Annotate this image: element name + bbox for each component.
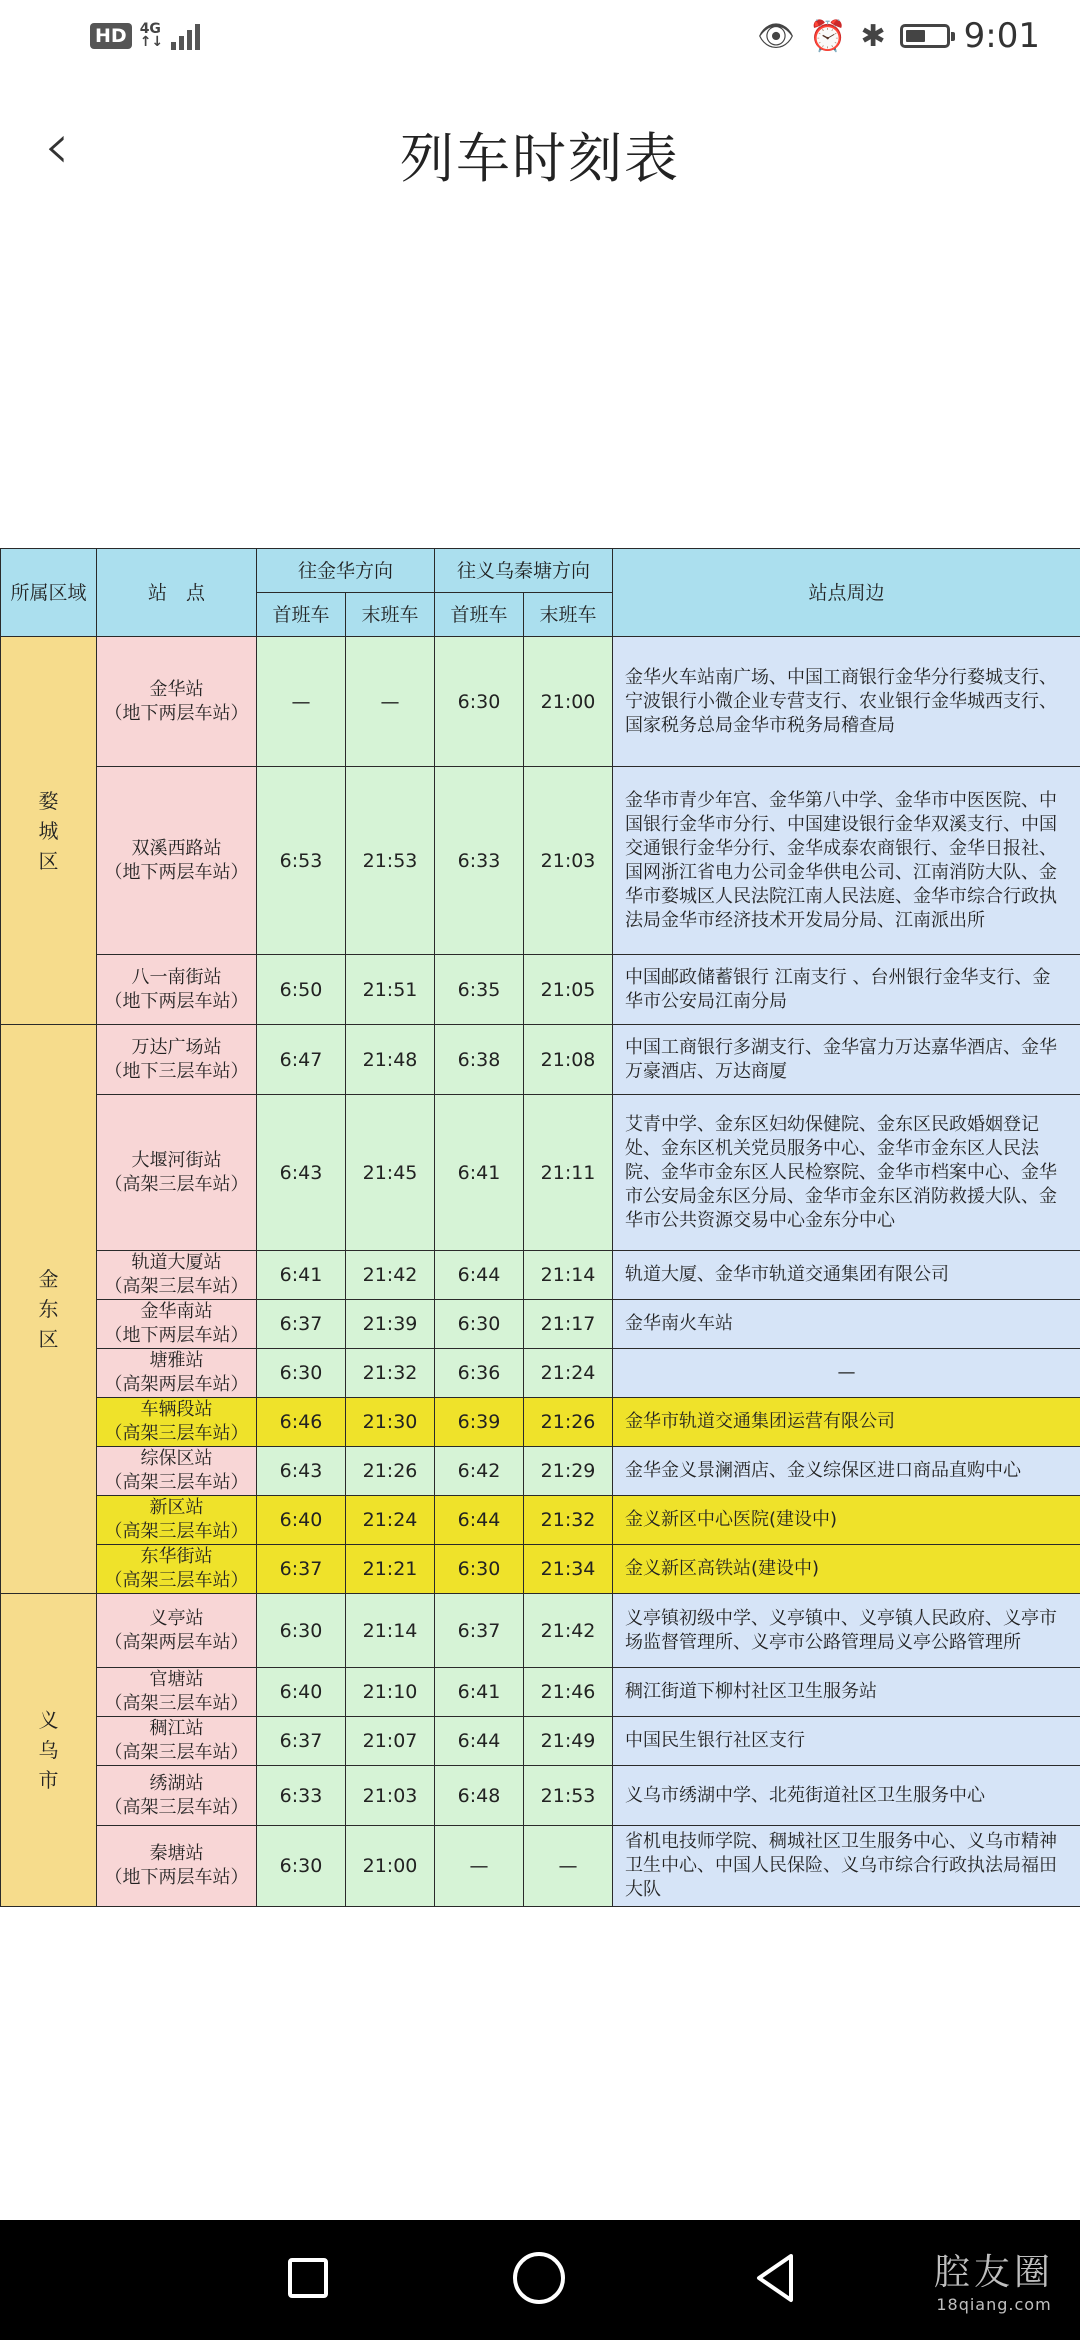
station-cell (97, 1668, 257, 1717)
station-name: 绣湖站 (149, 1772, 204, 1794)
time-jh-last: 21:10 (346, 1668, 435, 1717)
station-name: 双溪西路站 (131, 837, 222, 859)
time-yw-last: 21:24 (524, 1349, 613, 1398)
header-region: 所属区域 (1, 549, 97, 637)
time-yw-last: 21:32 (524, 1496, 613, 1545)
home-button[interactable] (513, 2252, 565, 2304)
hd-badge: HD (90, 23, 132, 49)
time-jh-last: — (346, 637, 435, 767)
station-name: 塘雅站 (149, 1350, 204, 1371)
station-type: （高架三层车站） (104, 1796, 249, 1818)
time-jh-last: 21:51 (346, 955, 435, 1025)
around-cell: 艾青中学、金东区妇幼保健院、金东区民政婚姻登记处、金东区机关党员服务中心、金华市金东区人民法院、金华市金东区人民检察院、金华市档案中心、金华市公安局金东区分局、金华市金东区消防救援大队、金华市公共资源交易中心金东分中心 (613, 1095, 1080, 1251)
table-row (1, 1300, 1080, 1349)
station-cell (97, 1594, 257, 1668)
station-name: 车辆段站 (140, 1399, 213, 1420)
header-dir-jinhua: 往金华方向 (257, 549, 435, 593)
time-jh-last: 21:48 (346, 1025, 435, 1095)
header-jh-first: 首班车 (257, 593, 346, 637)
region-cell: 金 东 区 (1, 1025, 97, 1594)
time-yw-first: 6:30 (435, 1545, 524, 1594)
table-row (1, 1545, 1080, 1594)
time-jh-first: 6:37 (257, 1300, 346, 1349)
station-name: 东华街站 (140, 1546, 213, 1567)
time-yw-last: 21:26 (524, 1398, 613, 1447)
station-type: （地下两层车站） (104, 1325, 249, 1346)
station-name: 义亭站 (149, 1607, 204, 1629)
station-name: 金华站 (149, 678, 204, 700)
station-name: 大堰河街站 (131, 1149, 222, 1171)
time-yw-last: 21:34 (524, 1545, 613, 1594)
eye-icon: 👁 (757, 18, 796, 54)
time-yw-last: 21:14 (524, 1251, 613, 1300)
around-cell: 义亭镇初级中学、义亭镇中、义亭镇人民政府、义亭市场监督管理所、义亭市公路管理局义亭公路管理所 (613, 1594, 1080, 1668)
time-jh-first: 6:43 (257, 1095, 346, 1251)
station-type: （地下两层车站） (104, 861, 249, 883)
time-yw-last: 21:03 (524, 767, 613, 955)
signal-icon (171, 22, 200, 50)
recent-apps-button[interactable] (288, 2258, 328, 2298)
around-cell: 稠江街道下柳村社区卫生服务站 (613, 1668, 1080, 1717)
station-cell (97, 637, 257, 767)
time-yw-last: 21:42 (524, 1594, 613, 1668)
time-jh-last: 21:45 (346, 1095, 435, 1251)
time-yw-first: 6:48 (435, 1766, 524, 1826)
station-name: 官塘站 (149, 1669, 204, 1690)
battery-icon (900, 24, 950, 48)
station-cell (97, 1545, 257, 1594)
time-jh-first: 6:46 (257, 1398, 346, 1447)
table-row (1, 1717, 1080, 1766)
station-name: 秦塘站 (149, 1843, 204, 1864)
time-yw-last: 21:00 (524, 637, 613, 767)
station-type: （地下两层车站） (104, 1867, 249, 1888)
page-title: 列车时刻表 (400, 127, 680, 190)
station-cell (97, 1251, 257, 1300)
time-jh-first: 6:53 (257, 767, 346, 955)
time-yw-last: 21:29 (524, 1447, 613, 1496)
time-yw-first: 6:36 (435, 1349, 524, 1398)
timetable (0, 548, 1080, 1907)
time-yw-last: 21:46 (524, 1668, 613, 1717)
header-yw-last: 末班车 (524, 593, 613, 637)
station-type: （高架两层车站） (104, 1631, 249, 1653)
time-yw-last: 21:05 (524, 955, 613, 1025)
around-cell: 金义新区中心医院(建设中) (613, 1496, 1080, 1545)
time-jh-last: 21:32 (346, 1349, 435, 1398)
station-name: 稠江站 (149, 1718, 204, 1739)
station-cell (97, 1447, 257, 1496)
header-station: 站 点 (97, 549, 257, 637)
station-type: （高架两层车站） (104, 1374, 249, 1395)
time-jh-first: — (257, 637, 346, 767)
time-jh-last: 21:07 (346, 1717, 435, 1766)
alarm-icon: ⏰ (809, 18, 847, 54)
watermark: 腔友圈 18qiang.com (933, 2252, 1054, 2314)
station-name: 新区站 (149, 1497, 204, 1518)
station-cell (97, 1717, 257, 1766)
time-yw-first: 6:39 (435, 1398, 524, 1447)
station-type: （地下两层车站） (104, 990, 249, 1012)
time-jh-last: 21:42 (346, 1251, 435, 1300)
table-row (1, 1025, 1080, 1095)
time-yw-last: 21:17 (524, 1300, 613, 1349)
time-jh-first: 6:43 (257, 1447, 346, 1496)
time-jh-first: 6:40 (257, 1496, 346, 1545)
time-jh-first: 6:30 (257, 1349, 346, 1398)
time-jh-last: 21:53 (346, 767, 435, 955)
time-jh-last: 21:26 (346, 1447, 435, 1496)
station-name: 轨道大厦站 (131, 1252, 222, 1273)
around-cell: 中国邮政储蓄银行 江南支行 、台州银行金华支行、金华市公安局江南分局 (613, 955, 1080, 1025)
network-type: 4G ↑↓ (139, 21, 164, 50)
time-jh-first: 6:37 (257, 1717, 346, 1766)
region-cell: 婺 城 区 (1, 637, 97, 1025)
time-yw-first: 6:41 (435, 1668, 524, 1717)
station-name: 金华南站 (140, 1301, 213, 1322)
station-type: （地下三层车站） (104, 1060, 249, 1082)
time-jh-last: 21:24 (346, 1496, 435, 1545)
clock: 9:01 (963, 16, 1040, 56)
table-row (1, 637, 1080, 767)
around-cell: 金华南火车站 (613, 1300, 1080, 1349)
navigation-bar (0, 2220, 1080, 2340)
time-yw-last: 21:08 (524, 1025, 613, 1095)
station-type: （高架三层车站） (104, 1276, 249, 1297)
around-cell: 义乌市绣湖中学、北苑街道社区卫生服务中心 (613, 1766, 1080, 1826)
station-cell (97, 955, 257, 1025)
station-type: （高架三层车站） (104, 1521, 249, 1542)
header-dir-yiwu: 往义乌秦塘方向 (435, 549, 613, 593)
around-cell: 金华金义景澜酒店、金义综保区进口商品直购中心 (613, 1447, 1080, 1496)
back-nav-button[interactable] (745, 2248, 805, 2308)
time-jh-first: 6:50 (257, 955, 346, 1025)
station-type: （高架三层车站） (104, 1570, 249, 1591)
table-row (1, 1349, 1080, 1398)
table-row (1, 767, 1080, 955)
table-row (1, 1594, 1080, 1668)
header-jh-last: 末班车 (346, 593, 435, 637)
header-yw-first: 首班车 (435, 593, 524, 637)
around-cell: 轨道大厦、金华市轨道交通集团有限公司 (613, 1251, 1080, 1300)
table-row (1, 1496, 1080, 1545)
station-name: 万达广场站 (131, 1036, 222, 1058)
table-row (1, 1766, 1080, 1826)
table-row (1, 955, 1080, 1025)
around-cell: 金华市轨道交通集团运营有限公司 (613, 1398, 1080, 1447)
time-jh-first: 6:30 (257, 1826, 346, 1907)
time-yw-first: — (435, 1826, 524, 1907)
station-name: 综保区站 (140, 1448, 213, 1469)
time-yw-first: 6:35 (435, 955, 524, 1025)
header-around: 站点周边 (613, 549, 1080, 637)
time-yw-last: 21:11 (524, 1095, 613, 1251)
time-yw-first: 6:44 (435, 1251, 524, 1300)
station-cell (97, 1025, 257, 1095)
table-row (1, 1447, 1080, 1496)
station-cell (97, 1496, 257, 1545)
time-jh-last: 21:30 (346, 1398, 435, 1447)
station-cell (97, 1300, 257, 1349)
time-jh-first: 6:30 (257, 1594, 346, 1668)
table-row (1, 1251, 1080, 1300)
time-yw-last: 21:53 (524, 1766, 613, 1826)
around-cell: 省机电技师学院、稠城社区卫生服务中心、义乌市精神卫生中心、中国人民保险、义乌市综合行政执法局福田大队 (613, 1826, 1080, 1907)
time-yw-first: 6:44 (435, 1496, 524, 1545)
time-yw-first: 6:30 (435, 1300, 524, 1349)
time-yw-first: 6:33 (435, 767, 524, 955)
time-jh-first: 6:47 (257, 1025, 346, 1095)
station-cell (97, 1398, 257, 1447)
time-jh-first: 6:41 (257, 1251, 346, 1300)
time-jh-last: 21:21 (346, 1545, 435, 1594)
around-cell: 金华火车站南广场、中国工商银行金华分行婺城支行、宁波银行小微企业专营支行、农业银行金华城西支行、国家税务总局金华市税务局稽查局 (613, 637, 1080, 767)
status-bar (0, 0, 1080, 80)
chevron-left-icon: ‹ (44, 110, 70, 184)
station-cell (97, 767, 257, 955)
time-jh-last: 21:39 (346, 1300, 435, 1349)
station-cell (97, 1095, 257, 1251)
time-jh-first: 6:40 (257, 1668, 346, 1717)
station-type: （高架三层车站） (104, 1472, 249, 1493)
time-yw-first: 6:30 (435, 637, 524, 767)
station-type: （高架三层车站） (104, 1173, 249, 1195)
station-cell (97, 1766, 257, 1826)
around-cell: 金义新区高铁站(建设中) (613, 1545, 1080, 1594)
region-cell: 义 乌 市 (1, 1594, 97, 1907)
around-cell: — (613, 1349, 1080, 1398)
time-yw-first: 6:44 (435, 1717, 524, 1766)
time-yw-first: 6:37 (435, 1594, 524, 1668)
time-jh-last: 21:14 (346, 1594, 435, 1668)
around-cell: 中国工商银行多湖支行、金华富力万达嘉华酒店、金华万豪酒店、万达商厦 (613, 1025, 1080, 1095)
table-row (1, 1398, 1080, 1447)
time-yw-first: 6:42 (435, 1447, 524, 1496)
time-jh-last: 21:03 (346, 1766, 435, 1826)
station-cell (97, 1349, 257, 1398)
bluetooth-vibrate-icon: ✱ (860, 18, 886, 54)
time-jh-first: 6:37 (257, 1545, 346, 1594)
time-yw-first: 6:38 (435, 1025, 524, 1095)
time-yw-last: — (524, 1826, 613, 1907)
time-yw-first: 6:41 (435, 1095, 524, 1251)
station-type: （高架三层车站） (104, 1742, 249, 1763)
time-jh-first: 6:33 (257, 1766, 346, 1826)
around-cell: 中国民生银行社区支行 (613, 1717, 1080, 1766)
station-type: （高架三层车站） (104, 1423, 249, 1444)
time-jh-last: 21:00 (346, 1826, 435, 1907)
station-type: （高架三层车站） (104, 1693, 249, 1714)
station-cell (97, 1826, 257, 1907)
table-row (1, 1668, 1080, 1717)
table-row (1, 1826, 1080, 1907)
time-yw-last: 21:49 (524, 1717, 613, 1766)
around-cell: 金华市青少年宫、金华第八中学、金华市中医医院、中国银行金华市分行、中国建设银行金华双溪支行、中国交通银行金华分行、金华成泰农商银行、金华日报社、国网浙江省电力公司金华供电公司、江南消防大队、金华市婺城区人民法院江南人民法庭、金华市综合行政执法局金华市经济技术开发局分局、江南派出所 (613, 767, 1080, 955)
station-type: （地下两层车站） (104, 702, 249, 724)
table-row (1, 1095, 1080, 1251)
station-name: 八一南街站 (131, 966, 222, 988)
